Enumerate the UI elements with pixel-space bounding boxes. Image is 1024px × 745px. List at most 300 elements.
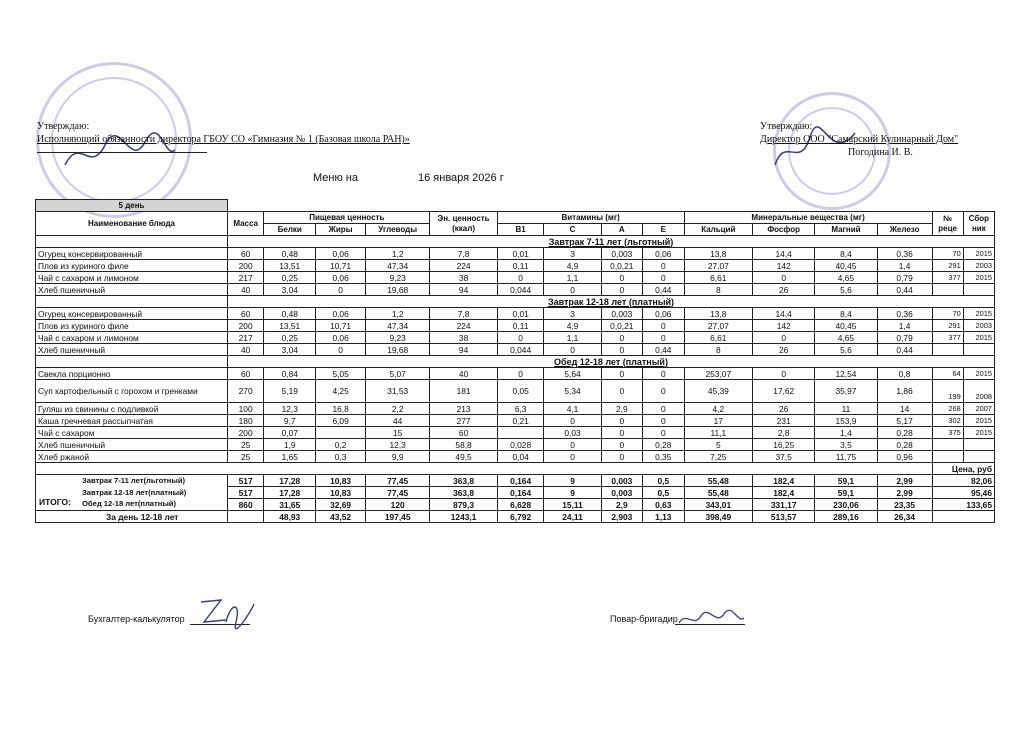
totals-cell: 230,06 (815, 499, 877, 511)
table-cell: 0 (753, 368, 815, 380)
totals-cell: 860 (227, 499, 263, 511)
table-cell: 9,7 (264, 415, 316, 427)
table-cell: 19,68 (366, 284, 430, 296)
table-cell: 0,06 (643, 248, 685, 260)
table-cell: 153,9 (815, 415, 877, 427)
table-row (36, 427, 995, 439)
table-cell: 0,06 (316, 332, 366, 344)
table-row (36, 415, 995, 427)
table-cell: 0 (753, 272, 815, 284)
day-total-cell: 398,49 (684, 511, 752, 523)
table-cell: 142 (753, 260, 815, 272)
dish-name: Суп картофельный с горохом и гренками (36, 380, 228, 403)
table-cell: 0,28 (877, 439, 932, 451)
table-cell: 200 (227, 260, 263, 272)
table-cell: 142 (753, 320, 815, 332)
table-cell: 5,07 (366, 368, 430, 380)
table-cell: 377 (932, 332, 963, 344)
table-cell: 12,3 (264, 403, 316, 415)
totals-cell: 517 (227, 475, 263, 487)
totals-name: Завтрак 12-18 лет(платный) (82, 487, 187, 497)
accountant-signature (196, 592, 256, 630)
dish-name: Хлеб ржаной (36, 451, 228, 463)
approval-right-position: Директор ООО "Самарский Кулинарный Дом" (760, 134, 959, 145)
header-nutrition: Пищевая ценность (264, 212, 430, 224)
table-cell: 4,65 (815, 332, 877, 344)
table-cell: 5,6 (815, 344, 877, 356)
totals-cell: 77,45 (366, 475, 430, 487)
table-cell: 0,003 (601, 248, 643, 260)
table-cell: 49,5 (430, 451, 497, 463)
table-cell (316, 427, 366, 439)
table-cell: 15 (366, 427, 430, 439)
totals-row (36, 499, 995, 511)
table-cell: 45,39 (684, 380, 752, 403)
dish-name: Чай с сахаром и лимоном (36, 332, 228, 344)
totals-cell: 77,45 (366, 487, 430, 499)
table-cell: 0,79 (877, 272, 932, 284)
table-cell: 0 (643, 403, 685, 415)
table-cell: 11 (815, 403, 877, 415)
table-cell: 0,05 (497, 380, 544, 403)
table-cell: 1,1 (544, 272, 601, 284)
table-cell: 2008 (963, 380, 994, 403)
day-total-cell: 43,52 (316, 511, 366, 523)
table-cell: 0,0,21 (601, 260, 643, 272)
table-cell: 0 (497, 368, 544, 380)
table-cell: 40,45 (815, 260, 877, 272)
table-cell: 14,4 (753, 248, 815, 260)
table-cell: 0,44 (643, 344, 685, 356)
day-total-row (36, 511, 995, 523)
table-cell: 2003 (963, 320, 994, 332)
table-cell: 17,62 (753, 380, 815, 403)
table-cell: 14,4 (753, 308, 815, 320)
table-cell (932, 284, 963, 296)
table-cell: 0,003 (601, 308, 643, 320)
section-spacer (36, 356, 228, 368)
table-cell: 5,17 (877, 415, 932, 427)
day-total-label: За день 12-18 лет (36, 511, 228, 523)
table-cell (963, 344, 994, 356)
table-cell: 0,04 (497, 451, 544, 463)
totals-cell: 31,65 (264, 499, 316, 511)
table-cell: 6,3 (497, 403, 544, 415)
table-cell: 2003 (963, 260, 994, 272)
totals-label-cell (36, 499, 228, 511)
table-cell: 7,8 (430, 308, 497, 320)
totals-cell: 0,003 (601, 475, 643, 487)
dish-name: Огурец консервированный (36, 308, 228, 320)
table-cell: 0 (601, 380, 643, 403)
header-mass: Масса (227, 212, 263, 236)
table-cell: 38 (430, 272, 497, 284)
table-cell: 8 (684, 284, 752, 296)
table-cell: 0 (601, 451, 643, 463)
totals-name: Завтрак 7-11 лет(льготный) (82, 475, 186, 485)
table-cell: 11,75 (815, 451, 877, 463)
table-cell: 0 (601, 415, 643, 427)
table-cell: 10,71 (316, 320, 366, 332)
table-cell: 0,06 (316, 272, 366, 284)
dish-name: Хлеб пшеничный (36, 344, 228, 356)
header-vitamins: Витамины (мг) (497, 212, 684, 224)
table-cell: 377 (932, 272, 963, 284)
table-cell: 0,44 (877, 284, 932, 296)
table-cell: 0 (601, 427, 643, 439)
table-cell: 0,2 (316, 439, 366, 451)
table-cell (932, 344, 963, 356)
header-e: Е (643, 224, 685, 236)
section-header-row (36, 356, 995, 368)
totals-cell: 2,9 (601, 499, 643, 511)
table-cell: 0,03 (544, 427, 601, 439)
table-cell: 1,86 (877, 380, 932, 403)
totals-cell: 517 (227, 487, 263, 499)
table-cell: 0 (643, 380, 685, 403)
approval-left (37, 120, 410, 146)
day-total-cell: 1243,1 (430, 511, 497, 523)
totals-label: ИТОГО: (39, 497, 71, 507)
table-cell: 6,61 (684, 332, 752, 344)
table-cell: 0,11 (497, 260, 544, 272)
table-cell: 37,5 (753, 451, 815, 463)
table-cell: 0,44 (643, 284, 685, 296)
table-cell: 4,1 (544, 403, 601, 415)
totals-price: 133,65 (932, 499, 994, 511)
table-cell: 16,25 (753, 439, 815, 451)
table-cell: 200 (227, 427, 263, 439)
table-cell: 2015 (963, 308, 994, 320)
table-cell: 0,044 (497, 344, 544, 356)
table-cell: 35,97 (815, 380, 877, 403)
table-cell: 0 (601, 284, 643, 296)
table-cell: 199 (932, 380, 963, 403)
header-proteins: Белки (264, 224, 316, 236)
table-cell: 70 (932, 308, 963, 320)
dish-name: Хлеб пшеничный (36, 439, 228, 451)
dish-name: Чай с сахаром (36, 427, 228, 439)
table-cell: 0 (601, 368, 643, 380)
table-cell: 0 (753, 332, 815, 344)
table-cell: 27,07 (684, 260, 752, 272)
table-cell: 224 (430, 320, 497, 332)
table-cell: 60 (227, 308, 263, 320)
day-total-empty (932, 511, 994, 523)
totals-cell: 343,01 (684, 499, 752, 511)
table-row (36, 439, 995, 451)
day-total-cell: 24,11 (544, 511, 601, 523)
table-row (36, 272, 995, 284)
table-cell: 0,11 (497, 320, 544, 332)
table-cell: 6,09 (316, 415, 366, 427)
table-cell: 0,44 (877, 344, 932, 356)
day-total-cell (227, 511, 263, 523)
table-cell: 2,2 (366, 403, 430, 415)
table-cell: 0 (643, 320, 685, 332)
table-cell: 0,0,21 (601, 320, 643, 332)
totals-cell: 15,11 (544, 499, 601, 511)
table-cell: 181 (430, 380, 497, 403)
menu-title: Меню на (313, 172, 358, 184)
table-cell: 3,5 (815, 439, 877, 451)
table-cell: 0,8 (877, 368, 932, 380)
table-cell: 0,06 (316, 248, 366, 260)
totals-cell: 363,8 (430, 487, 497, 499)
table-cell: 0,21 (497, 415, 544, 427)
table-cell: 3 (544, 308, 601, 320)
table-cell: 4,9 (544, 260, 601, 272)
table-row (36, 451, 995, 463)
totals-cell: 59,1 (815, 475, 877, 487)
table-cell: 5,6 (815, 284, 877, 296)
table-cell: 70 (932, 248, 963, 260)
totals-cell: 59,1 (815, 487, 877, 499)
table-cell: 0 (544, 439, 601, 451)
table-cell: 0,01 (497, 308, 544, 320)
section-spacer (36, 296, 228, 308)
table-cell: 0,28 (877, 427, 932, 439)
approval-left-position: Исполняющий обязанности директора ГБОУ СО «Гимназия № 1 (Базовая школа РАН)» (37, 134, 410, 145)
table-cell: 0 (643, 368, 685, 380)
table-cell: 0,48 (264, 308, 316, 320)
table-cell: 0,044 (497, 284, 544, 296)
table-cell: 2015 (963, 368, 994, 380)
table-cell: 200 (227, 320, 263, 332)
table-cell (963, 451, 994, 463)
table-cell: 64 (932, 368, 963, 380)
header-recipe: № реце (932, 212, 963, 236)
table-cell: 0 (497, 272, 544, 284)
header-collection: Сбор ник (963, 212, 994, 236)
table-cell: 291 (932, 320, 963, 332)
table-cell: 25 (227, 439, 263, 451)
table-cell: 7,25 (684, 451, 752, 463)
totals-cell: 9 (544, 475, 601, 487)
table-cell: 0 (643, 427, 685, 439)
day-total-cell: 197,45 (366, 511, 430, 523)
totals-cell: 0,5 (643, 475, 685, 487)
table-cell: 0,06 (316, 308, 366, 320)
table-cell: 40 (227, 344, 263, 356)
header-a: А (601, 224, 643, 236)
table-cell: 0,01 (497, 248, 544, 260)
table-cell: 26 (753, 284, 815, 296)
table-cell: 302 (932, 415, 963, 427)
table-row (36, 368, 995, 380)
table-cell: 0 (601, 332, 643, 344)
table-row (36, 332, 995, 344)
totals-cell: 55,48 (684, 487, 752, 499)
totals-price: 82,06 (932, 475, 994, 487)
table-row (36, 344, 995, 356)
table-cell: 0,36 (877, 248, 932, 260)
table-cell: 19,68 (366, 344, 430, 356)
table-cell: 47,34 (366, 320, 430, 332)
table-cell: 217 (227, 272, 263, 284)
table-cell: 375 (932, 427, 963, 439)
table-cell: 1,9 (264, 439, 316, 451)
day-label: 5 день (36, 200, 228, 212)
table-cell: 44 (366, 415, 430, 427)
table-row (36, 284, 995, 296)
table-cell: 94 (430, 284, 497, 296)
table-cell: 1,4 (877, 260, 932, 272)
table-cell: 0,06 (643, 308, 685, 320)
table-cell: 14 (877, 403, 932, 415)
totals-cell: 2,99 (877, 487, 932, 499)
table-cell: 231 (753, 415, 815, 427)
table-cell: 11,1 (684, 427, 752, 439)
table-cell (963, 439, 994, 451)
header-b1: В1 (497, 224, 544, 236)
totals-name: Обед 12-18 лет(платный) (82, 499, 176, 509)
table-cell (932, 451, 963, 463)
table-cell: 0 (643, 332, 685, 344)
header-energy: Эн. ценность (ккал) (430, 212, 497, 236)
table-cell: 2015 (963, 248, 994, 260)
table-cell: 180 (227, 415, 263, 427)
totals-cell: 0,5 (643, 487, 685, 499)
table-cell: 0,28 (643, 439, 685, 451)
table-cell: 0 (601, 344, 643, 356)
table-cell: 1,2 (366, 248, 430, 260)
totals-cell: 9 (544, 487, 601, 499)
table-cell: 2015 (963, 272, 994, 284)
table-row (36, 260, 995, 272)
table-cell: 0,25 (264, 272, 316, 284)
table-cell: 217 (227, 332, 263, 344)
table-cell: 7,8 (430, 248, 497, 260)
table-row (36, 248, 995, 260)
section-spacer (36, 236, 228, 248)
price-header: Цена, руб (932, 463, 994, 475)
table-cell: 5,05 (316, 368, 366, 380)
table-cell: 0 (643, 260, 685, 272)
table-cell: 1,65 (264, 451, 316, 463)
table-cell: 0,3 (316, 451, 366, 463)
table-cell: 3,04 (264, 344, 316, 356)
totals-cell: 55,48 (684, 475, 752, 487)
header-fats: Жиры (316, 224, 366, 236)
table-cell: 3 (544, 248, 601, 260)
cook-signature (676, 608, 746, 630)
table-cell: 13,51 (264, 320, 316, 332)
table-cell: 60 (227, 368, 263, 380)
table-cell: 0 (497, 332, 544, 344)
dish-name: Гуляш из свинины с подливкой (36, 403, 228, 415)
totals-cell: 363,8 (430, 475, 497, 487)
day-total-cell: 48,93 (264, 511, 316, 523)
table-cell: 1,4 (877, 320, 932, 332)
table-cell: 60 (227, 248, 263, 260)
table-cell: 0 (316, 284, 366, 296)
table-cell: 9,23 (366, 332, 430, 344)
table-cell: 0 (643, 272, 685, 284)
day-total-cell: 6,792 (497, 511, 544, 523)
table-cell: 100 (227, 403, 263, 415)
menu-date: 16 января 2026 г (418, 172, 504, 184)
dish-name: Чай с сахаром и лимоном (36, 272, 228, 284)
table-row (36, 320, 995, 332)
table-cell: 0 (544, 415, 601, 427)
table-cell: 2015 (963, 332, 994, 344)
header-magnesium: Магний (815, 224, 877, 236)
table-cell: 12,3 (366, 439, 430, 451)
totals-price: 95,46 (932, 487, 994, 499)
totals-cell: 879,3 (430, 499, 497, 511)
totals-cell: 10,83 (316, 487, 366, 499)
section-header-row (36, 296, 995, 308)
totals-cell: 0,63 (643, 499, 685, 511)
table-cell: 2015 (963, 415, 994, 427)
table-cell: 4,65 (815, 272, 877, 284)
table-cell: 0,84 (264, 368, 316, 380)
table-cell: 13,8 (684, 248, 752, 260)
table-cell: 268 (932, 403, 963, 415)
approval-right-name: Погодина И. В. (848, 147, 913, 158)
table-cell: 0 (544, 284, 601, 296)
table-cell: 0,07 (264, 427, 316, 439)
table-cell: 1,4 (815, 427, 877, 439)
table-cell: 27,07 (684, 320, 752, 332)
table-cell: 6,61 (684, 272, 752, 284)
table-cell: 253,07 (684, 368, 752, 380)
table-cell: 4,25 (316, 380, 366, 403)
table-cell: 8 (684, 344, 752, 356)
table-cell: 0 (601, 439, 643, 451)
totals-cell: 2,99 (877, 475, 932, 487)
table-cell: 26 (753, 344, 815, 356)
table-cell: 2007 (963, 403, 994, 415)
day-total-cell: 26,34 (877, 511, 932, 523)
table-cell: 0,028 (497, 439, 544, 451)
section-title: Завтрак 12-18 лет (платный) (227, 296, 994, 308)
totals-cell: 0,164 (497, 475, 544, 487)
table-cell: 0,36 (877, 308, 932, 320)
table-cell: 0,25 (264, 332, 316, 344)
price-spacer (36, 463, 933, 475)
table-row (36, 380, 995, 403)
price-header-row (36, 463, 995, 475)
table-cell: 0 (601, 272, 643, 284)
header-dish: Наименование блюда (36, 212, 228, 236)
table-cell: 0,79 (877, 332, 932, 344)
table-cell: 26 (753, 403, 815, 415)
dish-name: Плов из куриного филе (36, 260, 228, 272)
menu-table (35, 199, 995, 523)
table-cell: 13,51 (264, 260, 316, 272)
totals-cell: 6,628 (497, 499, 544, 511)
totals-row (36, 475, 995, 487)
table-cell (963, 284, 994, 296)
table-cell: 40 (430, 368, 497, 380)
header-c: С (544, 224, 601, 236)
table-row (36, 308, 995, 320)
accountant-label: Бухгалтер-калькулятор (88, 614, 185, 624)
totals-cell: 23,35 (877, 499, 932, 511)
table-cell: 60 (430, 427, 497, 439)
table-cell: 5,19 (264, 380, 316, 403)
header-phosphorus: Фосфор (753, 224, 815, 236)
table-cell (932, 439, 963, 451)
table-cell: 4,9 (544, 320, 601, 332)
table-cell: 47,34 (366, 260, 430, 272)
table-cell: 9,23 (366, 272, 430, 284)
day-total-cell: 513,57 (753, 511, 815, 523)
totals-cell: 0,164 (497, 487, 544, 499)
totals-label-cell (36, 487, 228, 499)
